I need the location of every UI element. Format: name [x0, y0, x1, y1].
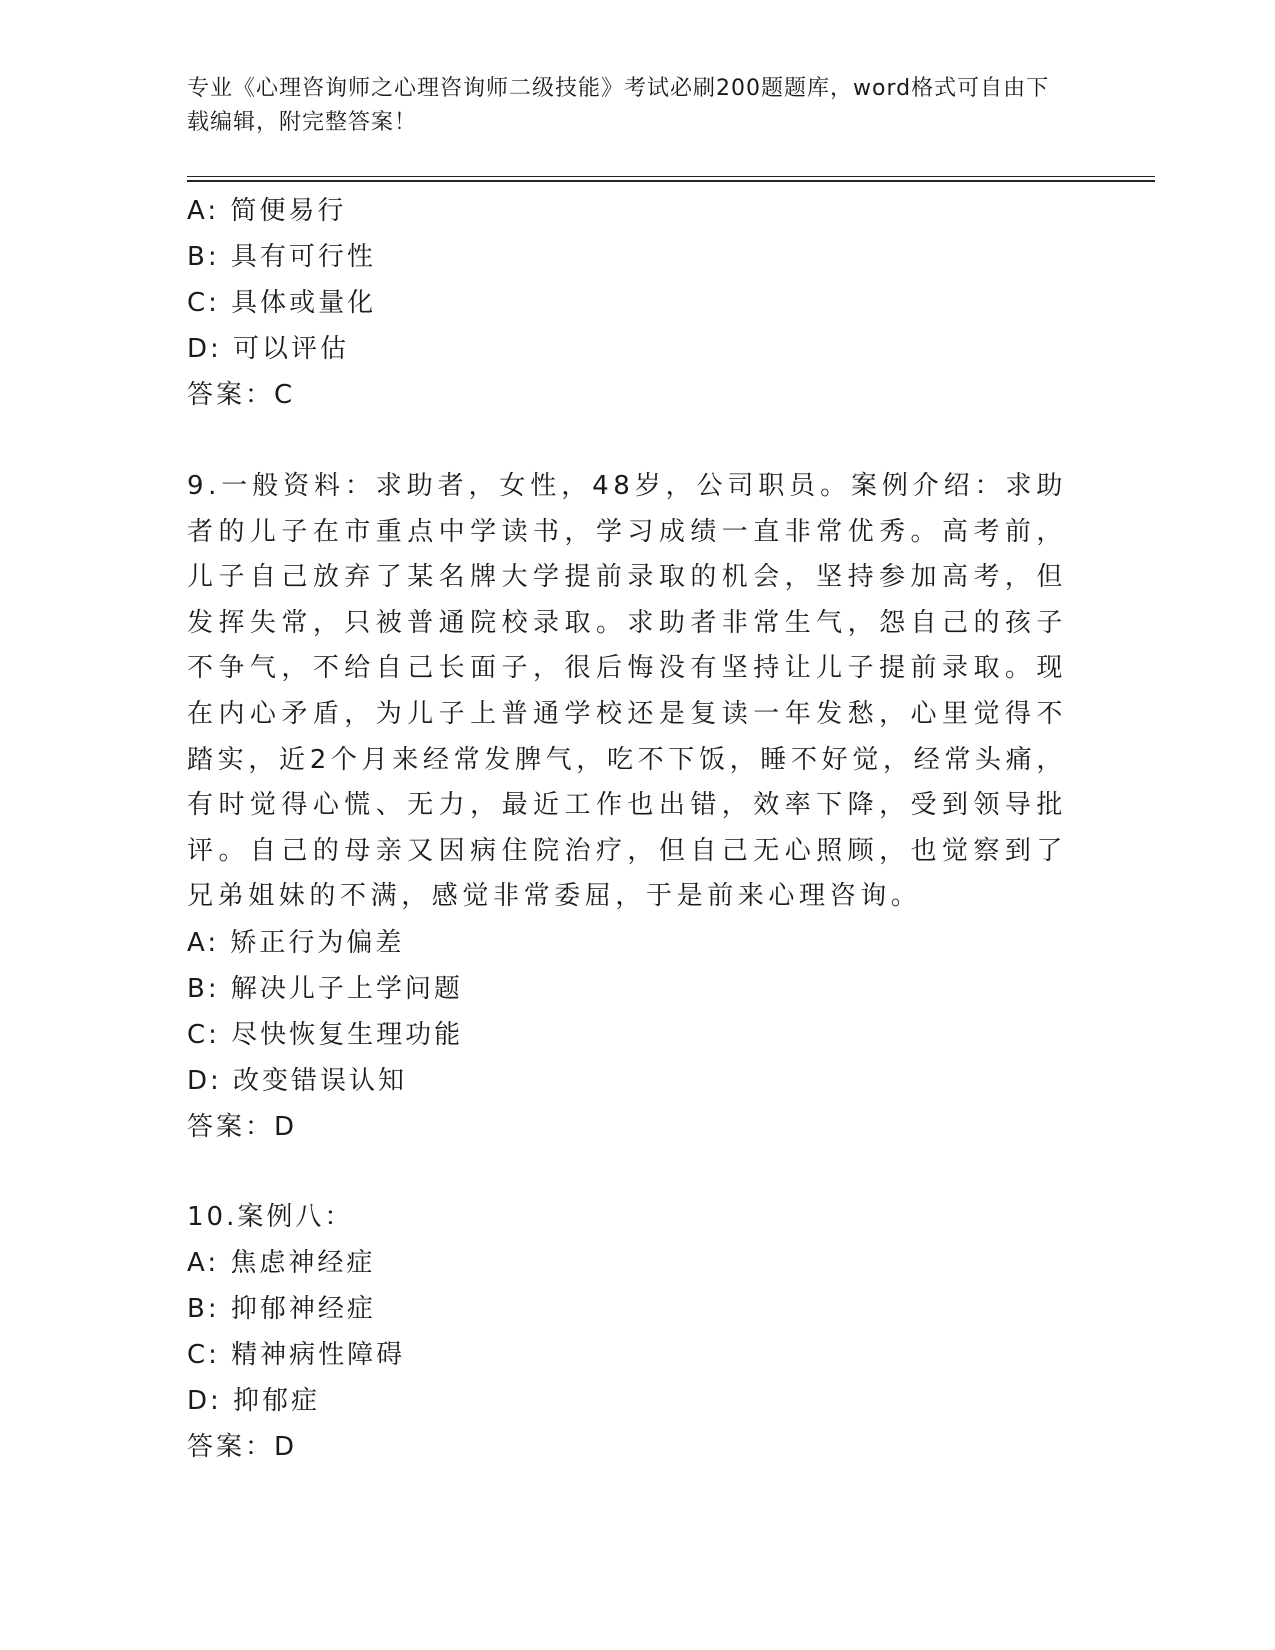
- option-b: B: 具有可行性: [187, 242, 376, 272]
- option-b: B: 解决儿子上学问题: [187, 973, 463, 1004]
- option-c: C: 尽快恢复生理功能: [187, 1019, 464, 1050]
- header-divider: [187, 176, 1155, 182]
- option-d: D: 抑郁症: [187, 1385, 321, 1416]
- option-a: A: 简便易行: [187, 196, 347, 226]
- answer-label: 答案：D: [187, 1111, 298, 1142]
- document-body: [187, 188, 1067, 1470]
- question-10-block: [187, 1194, 1067, 1470]
- option-a: A: 焦虑神经症: [187, 1247, 376, 1278]
- answer-label: 答案：D: [187, 1431, 298, 1462]
- answer-label: 答案：C: [187, 380, 296, 410]
- question-8-block: [187, 188, 1067, 418]
- option-d: D: 可以评估: [187, 334, 350, 364]
- option-d: D: 改变错误认知: [187, 1065, 408, 1096]
- question-stem: 10.案例八：: [187, 1201, 354, 1232]
- question-stem: 9.一般资料：求助者，女性，48岁，公司职员。案例介绍：求助者的儿子在市重点中学读书，学习成绩一直非常优秀。高考前，儿子自己放弃了某名牌大学提前录取的机会，坚持参加高考，但发挥失常，只被普通院校录取。求助者非常生气，怨自己的孩子不争气，不给自己长面子，很后悔没有坚持让儿子提前录取。现在内心矛盾，为儿子上普通学校还是复读一年发愁，心里觉得不踏实，近2个月来经常发脾气，吃不下饭，睡不好觉，经常头痛，有时觉得心慌、无力，最近工作也出错，效率下降，受到领导批评。自己的母亲又因病住院治疗，但自己无心照顾，也觉察到了兄弟姐妹的不满，感觉非常委屈，于是前来心理咨询。: [187, 471, 1067, 912]
- document-header: 专业《心理咨询师之心理咨询师二级技能》考试必刷200题题库，word格式可自由下载编辑，附完整答案！: [187, 76, 1050, 135]
- option-c: C: 精神病性障碍: [187, 1339, 406, 1370]
- option-a: A: 矫正行为偏差: [187, 927, 405, 958]
- spacer: [187, 1150, 1067, 1194]
- option-c: C: 具体或量化: [187, 288, 377, 318]
- question-9-block: [187, 464, 1067, 1150]
- spacer: [187, 418, 1067, 464]
- option-b: B: 抑郁神经症: [187, 1293, 376, 1324]
